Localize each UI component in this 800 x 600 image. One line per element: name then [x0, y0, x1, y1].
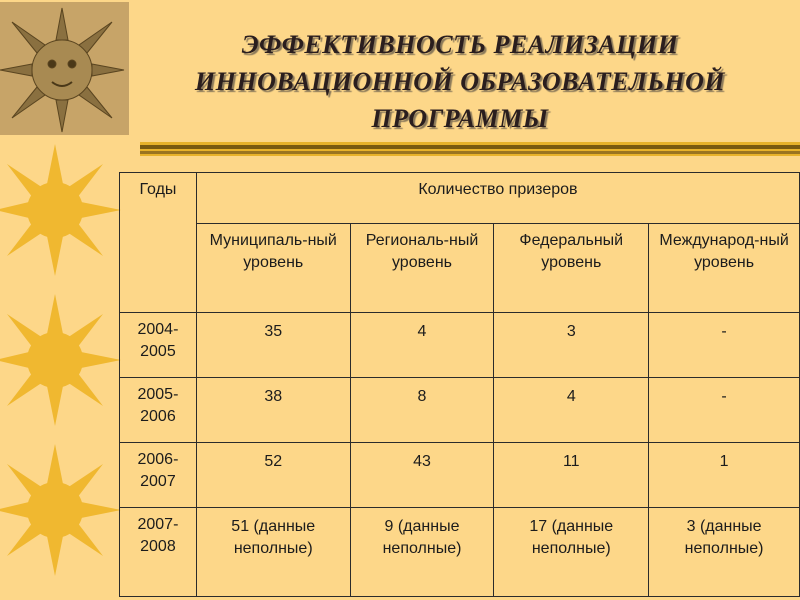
winners-table	[119, 172, 800, 597]
years-header: Годы	[120, 173, 197, 313]
value-cell: 8	[350, 378, 494, 443]
value-cell: -	[649, 313, 800, 378]
title-line-1: ЭФФЕКТИВНОСТЬ РЕАЛИЗАЦИИ	[241, 30, 679, 59]
title-line-2: ИННОВАЦИОННОЙ ОБРАЗОВАТЕЛЬНОЙ	[194, 67, 726, 96]
value-cell: 51 (данные неполные)	[196, 508, 350, 597]
municipal-level-header: Муниципаль-ный уровень	[196, 224, 350, 313]
year-cell: 2004-2005	[120, 313, 197, 378]
sun-icon	[0, 290, 125, 430]
value-cell: 52	[196, 443, 350, 508]
sun-icon	[0, 140, 125, 280]
value-cell: 3 (данные неполные)	[649, 508, 800, 597]
year-cell: 2006-2007	[120, 443, 197, 508]
international-level-header: Международ-ный уровень	[649, 224, 800, 313]
value-cell: 3	[494, 313, 649, 378]
value-cell: 1	[649, 443, 800, 508]
page-title	[140, 26, 780, 137]
sun-photo	[0, 2, 129, 135]
regional-level-header: Региональ-ный уровень	[350, 224, 494, 313]
value-cell: 4	[494, 378, 649, 443]
federal-level-header: Федеральный уровень	[494, 224, 649, 313]
value-cell: 38	[196, 378, 350, 443]
value-cell: 9 (данные неполные)	[350, 508, 494, 597]
value-cell: 4	[350, 313, 494, 378]
value-cell: 43	[350, 443, 494, 508]
title-line-3: ПРОГРАММЫ	[371, 104, 549, 133]
year-cell: 2007-2008	[120, 508, 197, 597]
sun-photo-icon	[0, 2, 129, 135]
title-divider	[140, 142, 800, 158]
value-cell: 35	[196, 313, 350, 378]
value-cell: 17 (данные неполные)	[494, 508, 649, 597]
table-row	[120, 443, 800, 508]
table-row	[120, 508, 800, 597]
sun-icon	[0, 440, 125, 580]
value-cell: 11	[494, 443, 649, 508]
table-row	[120, 378, 800, 443]
value-cell: -	[649, 378, 800, 443]
year-cell: 2005-2006	[120, 378, 197, 443]
count-header: Количество призеров	[196, 173, 799, 224]
table-row	[120, 313, 800, 378]
